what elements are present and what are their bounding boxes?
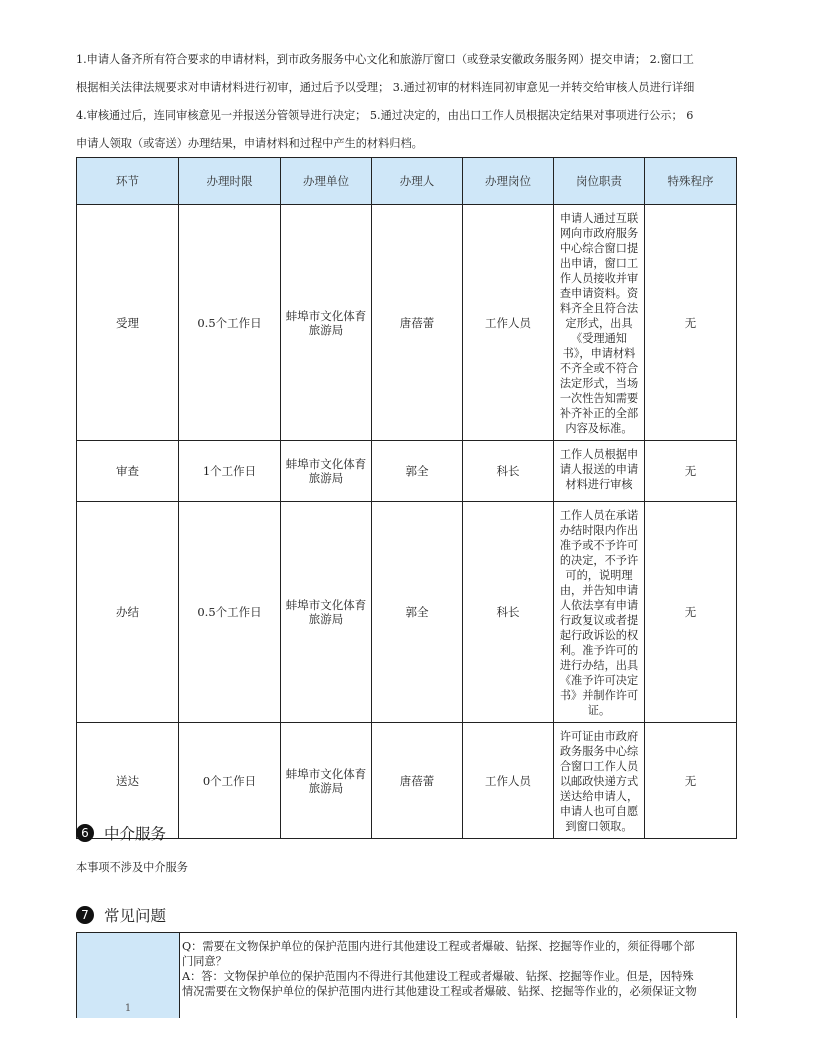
- cell-stage: 审查: [77, 441, 179, 502]
- table-row: [77, 441, 737, 502]
- cell-time: 0个工作日: [179, 723, 281, 839]
- process-table: [76, 157, 737, 839]
- header-time: 办理时限: [179, 158, 281, 205]
- section-heading-intermediary: [76, 822, 166, 844]
- cell-stage: 送达: [77, 723, 179, 839]
- cell-duty: 工作人员根据申请人报送的申请材料进行审核: [554, 441, 645, 502]
- cell-post: 科长: [463, 441, 554, 502]
- cell-unit: 蚌埠市文化体育旅游局: [281, 441, 372, 502]
- cell-post: 工作人员: [463, 723, 554, 839]
- cell-person: 郭全: [372, 502, 463, 723]
- cell-time: 0.5个工作日: [179, 502, 281, 723]
- faq-line: 情况需要在文物保护单位的保护范围内进行其他建设工程或者爆破、钻探、挖掘等作业的，必须保证文物: [182, 985, 697, 998]
- cell-duty: 许可证由市政府政务服务中心综合窗口工作人员以邮政快递方式送达给申请人，申请人也可自愿到窗口领取。: [554, 723, 645, 839]
- section-title: 中介服务: [104, 825, 167, 843]
- cell-duty: 工作人员在承诺办结时限内作出准予或不予许可的决定，不予许可的，说明理由，并告知申请人依法享有申请行政复议或者提起行政诉讼的权利。准予许可的进行办结，出具《准予许可决定书》并制作许可证。: [554, 502, 645, 723]
- cell-person: 唐蓓蕾: [372, 205, 463, 441]
- intro-line: 申请人领取（或寄送）办理结果，申请材料和过程中产生的材料归档。: [76, 137, 423, 150]
- cell-time: 0.5个工作日: [179, 205, 281, 441]
- table-header-row: [77, 158, 737, 205]
- intro-line: 1.申请人备齐所有符合要求的申请材料，到市政务服务中心文化和旅游厅窗口（或登录安徽政务服务网）提交申请； 2.窗口工: [76, 53, 694, 66]
- faq-line: A：答：文物保护单位的保护范围内不得进行其他建设工程或者爆破、钻探、挖掘等作业。但是，因特殊: [182, 970, 694, 983]
- faq-table: [76, 932, 737, 1018]
- cell-special: 无: [645, 723, 737, 839]
- cell-unit: 蚌埠市文化体育旅游局: [281, 502, 372, 723]
- intro-line: 根据相关法律法规要求对申请材料进行初审，通过后予以受理； 3.通过初审的材料连同初审意见一并转交给审核人员进行详细: [76, 81, 695, 94]
- faq-content: [180, 933, 737, 1019]
- table-row: [77, 723, 737, 839]
- section-title: 常见问题: [104, 907, 167, 925]
- cell-post: 工作人员: [463, 205, 554, 441]
- faq-index: 1: [77, 933, 180, 1019]
- header-special: 特殊程序: [645, 158, 737, 205]
- intro-line: 4.审核通过后，连同审核意见一并报送分管领导进行决定； 5.通过决定的，由出口工作人员根据决定结果对事项进行公示； 6: [76, 109, 694, 122]
- cell-unit: 蚌埠市文化体育旅游局: [281, 205, 372, 441]
- intro-text: [76, 46, 742, 158]
- header-unit: 办理单位: [281, 158, 372, 205]
- header-person: 办理人: [372, 158, 463, 205]
- cell-duty: 申请人通过互联网向市政府服务中心综合窗口提出申请，窗口工作人员接收并审查申请资料。资料齐全且符合法定形式，出具《受理通知书》，申请材料不齐全或不符合法定形式，当场一次性告知需要补齐补正的全部内容及标准。: [554, 205, 645, 441]
- cell-special: 无: [645, 205, 737, 441]
- cell-post: 科长: [463, 502, 554, 723]
- faq-line: 门同意？: [182, 955, 227, 968]
- intermediary-note: 本事项不涉及中介服务: [76, 861, 188, 874]
- cell-time: 1个工作日: [179, 441, 281, 502]
- header-stage: 环节: [77, 158, 179, 205]
- cell-stage: 办结: [77, 502, 179, 723]
- cell-person: 唐蓓蕾: [372, 723, 463, 839]
- header-post: 办理岗位: [463, 158, 554, 205]
- section-heading-faq: [76, 904, 166, 926]
- header-duty: 岗位职责: [554, 158, 645, 205]
- section-number-badge: 7: [76, 906, 94, 924]
- cell-unit: 蚌埠市文化体育旅游局: [281, 723, 372, 839]
- cell-person: 郭全: [372, 441, 463, 502]
- table-row: [77, 502, 737, 723]
- cell-special: 无: [645, 441, 737, 502]
- section-number-badge: 6: [76, 824, 94, 842]
- faq-line: Q：需要在文物保护单位的保护范围内进行其他建设工程或者爆破、钻探、挖掘等作业的，须征得哪个部: [182, 940, 695, 953]
- faq-row: [77, 933, 737, 1019]
- cell-stage: 受理: [77, 205, 179, 441]
- table-row: [77, 205, 737, 441]
- cell-special: 无: [645, 502, 737, 723]
